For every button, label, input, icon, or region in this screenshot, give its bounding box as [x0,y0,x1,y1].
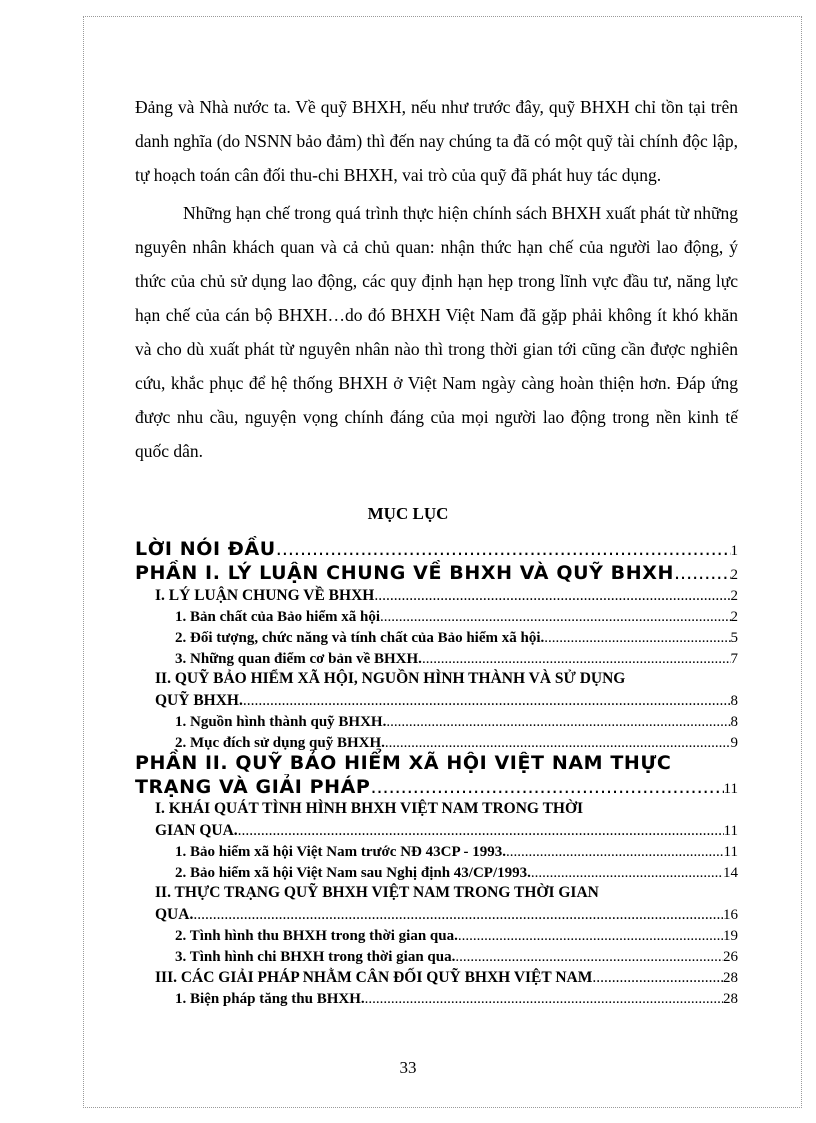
toc-title: MỤC LỤC [367,504,449,523]
toc-entry[interactable]: PHẦN I. LÝ LUẬN CHUNG VỀ BHXH VÀ QUỸ BHXH ..... 2 [135,560,738,584]
toc-entry[interactable]: TRẠNG VÀ GIẢI PHÁP ..... 11 [135,774,738,798]
toc-entry[interactable]: 1. Bảo hiểm xã hội Việt Nam trước NĐ 43CP - 1993. ..... 11 [135,840,738,861]
page-number: 33 [399,1058,417,1077]
toc-entry[interactable]: QUA. ..... 16 [135,903,738,924]
paragraph: Những hạn chế trong quá trình thực hiện chính sách BHXH xuất phát từ những nguyên nhân khách quan và cả chủ quan: nhận thức hạn chế của người lao động, ý thức của chủ sử dụng lao động, các quy định hạn hẹp trong lĩnh vực đầu tư, năng lực hạn chế của cán bộ BHXH…do đó BHXH Việt Nam đã gặp phải không ít khó khăn và cho dù xuất phát từ nguyên nhân nào thì trong thời gian tới cũng cần được nghiên cứu, khắc phục để hệ thống BHXH ở Việt Nam ngày càng hoàn thiện hơn. Đáp ứng được nhu cầu, nguyện vọng chính đáng của mọi người lao động trong nền kinh tế quốc dân. [135,203,738,461]
toc-entry[interactable]: 3. Những quan điểm cơ bản về BHXH. ..... 7 [135,647,738,668]
table-of-contents [135,536,738,1008]
toc-entry[interactable]: 2. Tình hình thu BHXH trong thời gian qua. ..... 19 [135,924,738,945]
toc-entry-line[interactable]: I. KHÁI QUÁT TÌNH HÌNH BHXH VIỆT NAM TRONG THỜI [155,800,584,817]
body-text [135,90,738,472]
toc-entry[interactable]: 2. Đối tượng, chức năng và tính chất của Bảo hiểm xã hội. ..... 5 [135,626,738,647]
toc-entry[interactable]: 1. Nguồn hình thành quỹ BHXH. ..... 8 [135,710,738,731]
toc-entry-line[interactable]: II. THỰC TRẠNG QUỸ BHXH VIỆT NAM TRONG THỜI GIAN [155,884,599,901]
toc-entry[interactable]: GIAN QUA. ..... 11 [135,819,738,840]
toc-entry[interactable]: LỜI NÓI ĐẦU ..... 1 [135,536,738,560]
toc-entry[interactable]: 1. Bản chất của Bảo hiểm xã hội ..... 2 [135,605,738,626]
toc-entry[interactable]: I. LÝ LUẬN CHUNG VỀ BHXH ..... 2 [135,584,738,605]
toc-entry[interactable]: III. CÁC GIẢI PHÁP NHẰM CÂN ĐỐI QUỸ BHXH VIỆT NAM ..... 28 [135,966,738,987]
paragraph: Đảng và Nhà nước ta. Về quỹ BHXH, nếu như trước đây, quỹ BHXH chỉ tồn tại trên danh nghĩa (do NSNN bảo đảm) thì đến nay chúng ta đã có một quỹ tài chính độc lập, tự hoạch toán cân đối thu-chi BHXH, vai trò của quỹ đã phát huy tác dụng. [135,97,738,185]
toc-entry[interactable]: 1. Biện pháp tăng thu BHXH. ..... 28 [135,987,738,1008]
toc-entry[interactable]: QUỸ BHXH. ..... 8 [135,689,738,710]
toc-entry-line[interactable]: II. QUỸ BẢO HIỂM XÃ HỘI, NGUỒN HÌNH THÀNH VÀ SỬ DỤNG [155,670,626,687]
toc-entry-line[interactable]: PHẦN II. QUỸ BẢO HIỂM XÃ HỘI VIỆT NAM THỰC [135,752,672,774]
toc-entry[interactable]: 2. Bảo hiểm xã hội Việt Nam sau Nghị định 43/CP/1993. ..... 14 [135,861,738,882]
toc-entry[interactable]: 2. Mục đích sử dụng quỹ BHXH. ..... 9 [135,731,738,752]
toc-entry[interactable]: 3. Tình hình chi BHXH trong thời gian qua. ..... 26 [135,945,738,966]
